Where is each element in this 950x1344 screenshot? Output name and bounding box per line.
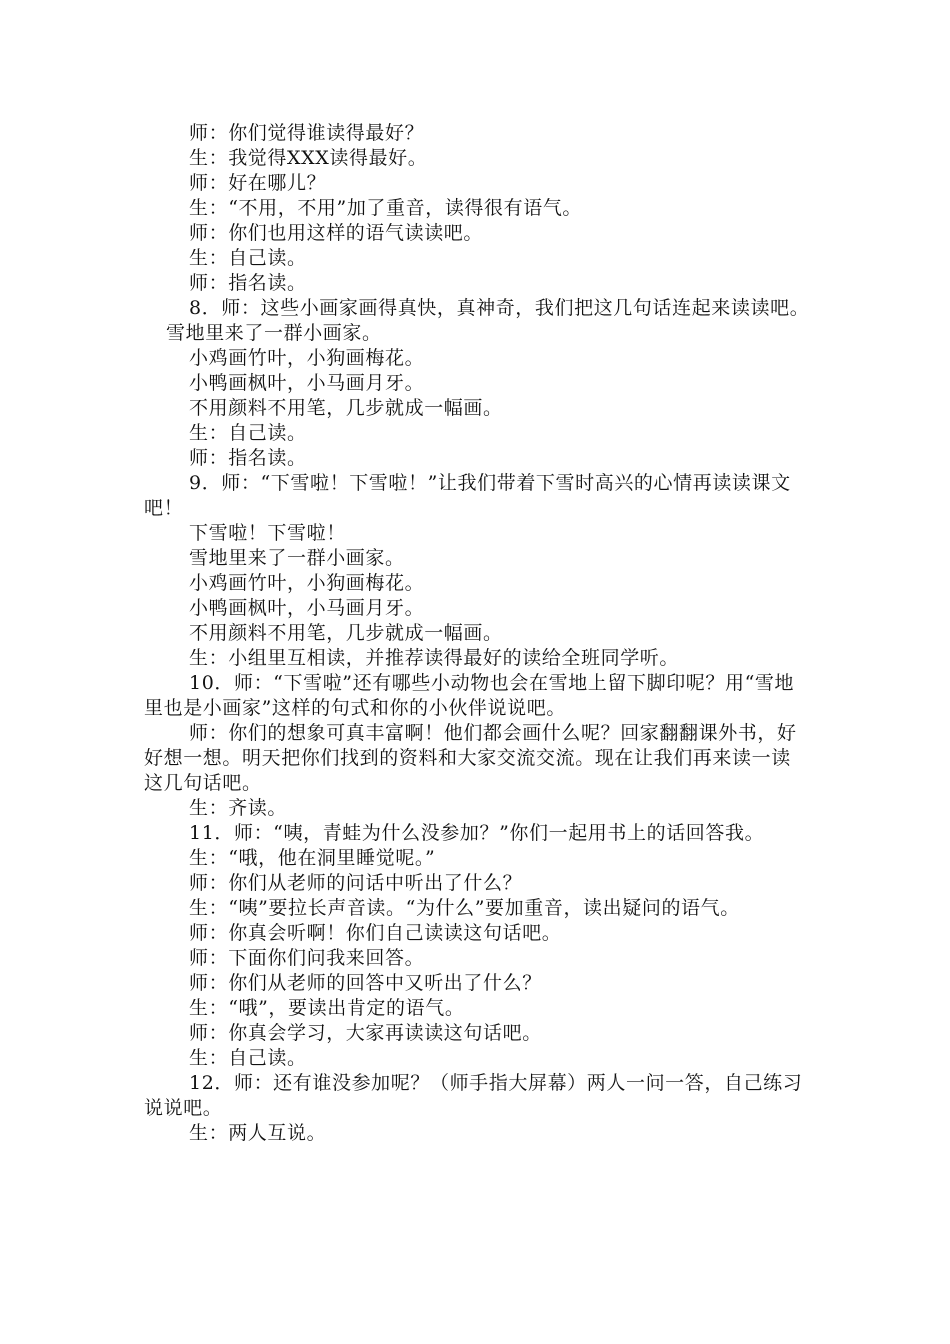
paragraph: 师：你们的想象可真丰富啊！他们都会画什么呢？回家翻翻课外书，好好想一想。明天把你们找到的资料和大家交流交流。现在让我们再来读一读这几句话吧。	[144, 722, 797, 794]
paragraph: 师：下面你们问我来回答。	[189, 947, 425, 969]
paragraph: 师：你们从老师的问话中听出了什么？	[189, 872, 523, 894]
paragraph: 师：好在哪儿？	[189, 172, 327, 194]
paragraph: 生：我觉得XXX读得最好。	[189, 147, 428, 169]
paragraph: 小鸡画竹叶，小狗画梅花。	[189, 347, 425, 369]
paragraph: 师：你们也用这样的语气读读吧。	[189, 222, 484, 244]
paragraph: 生：小组里互相读，并推荐读得最好的读给全班同学听。	[189, 647, 680, 669]
document-body	[144, 121, 810, 1146]
paragraph: 师：指名读。	[189, 447, 307, 469]
paragraph: 生：“哦”，要读出肯定的语气。	[189, 997, 465, 1019]
paragraph: 生：“不用，不用”加了重音，读得很有语气。	[189, 197, 583, 219]
paragraph: 不用颜料不用笔，几步就成一幅画。	[189, 622, 503, 644]
paragraph: 8．师：这些小画家画得真快，真神奇，我们把这几句话连起来读读吧。	[189, 297, 810, 319]
paragraph: 生：“哦，他在洞里睡觉呢。”	[189, 847, 436, 869]
paragraph: 师：你真会学习，大家再读读这句话吧。	[189, 1022, 542, 1044]
paragraph: 10．师：“下雪啦”还有哪些小动物也会在雪地上留下脚印呢？用“雪地里也是小画家”这样的句式和你的小伙伴说说吧。	[144, 672, 795, 719]
paragraph: 师：你们觉得谁读得最好？	[189, 122, 425, 144]
paragraph: 生：齐读。	[189, 797, 288, 819]
paragraph: 小鸭画枫叶，小马画月牙。	[189, 597, 425, 619]
paragraph: 小鸭画枫叶，小马画月牙。	[189, 372, 425, 394]
paragraph: 11．师：“咦，青蛙为什么没参加？”你们一起用书上的话回答我。	[189, 822, 765, 844]
paragraph: 12．师：还有谁没参加呢？（师手指大屏幕）两人一问一答，自己练习说说吧。	[144, 1072, 803, 1119]
paragraph: 小鸡画竹叶，小狗画梅花。	[189, 572, 425, 594]
paragraph: 下雪啦！下雪啦！	[189, 522, 346, 544]
paragraph: 不用颜料不用笔，几步就成一幅画。	[189, 397, 503, 419]
paragraph: 生：自己读。	[189, 1047, 307, 1069]
paragraph: 师：指名读。	[189, 272, 307, 294]
paragraph: 生：“咦”要拉长声音读。“为什么”要加重音，读出疑问的语气。	[189, 897, 740, 919]
paragraph: 雪地里来了一群小画家。	[189, 547, 405, 569]
paragraph: 生：两人互说。	[189, 1122, 327, 1144]
paragraph: 师：你真会听啊！你们自己读读这句话吧。	[189, 922, 562, 944]
paragraph: 雪地里来了一群小画家。	[166, 322, 382, 344]
paragraph: 生：自己读。	[189, 422, 307, 444]
paragraph: 师：你们从老师的回答中又听出了什么？	[189, 972, 542, 994]
paragraph: 9．师：“下雪啦！下雪啦！”让我们带着下雪时高兴的心情再读读课文吧！	[144, 472, 791, 519]
paragraph: 生：自己读。	[189, 247, 307, 269]
